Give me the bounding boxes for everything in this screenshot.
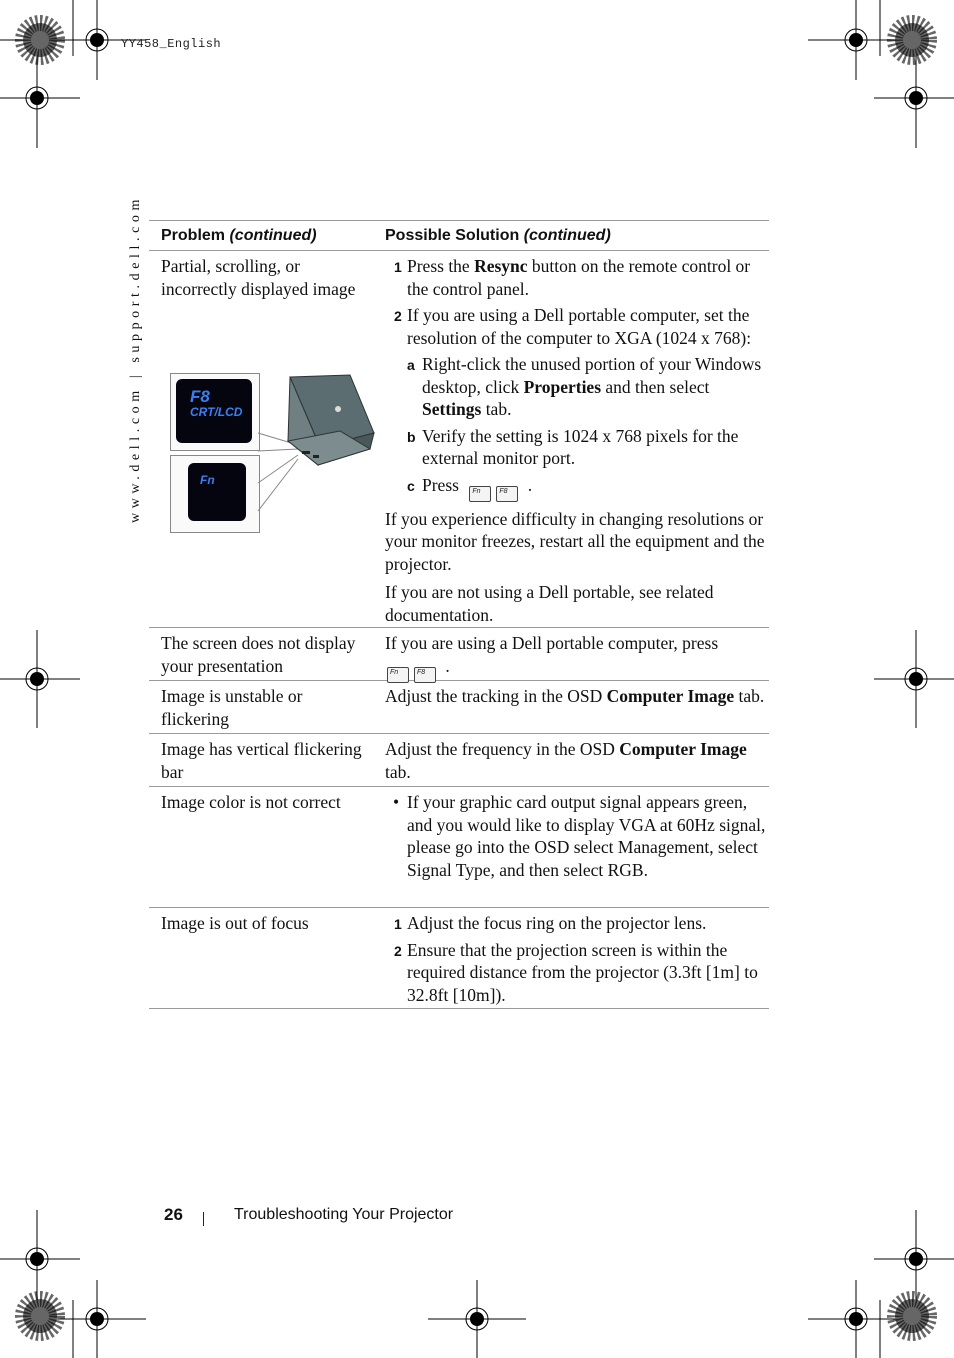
footer-separator (203, 1212, 204, 1226)
row1-para1: If you experience difficulty in changing resolutions or your monitor freezes, restart all the equipment and the projector. (385, 508, 765, 574)
fn-key-icon: Fn (469, 486, 491, 502)
row5-bullet (385, 791, 769, 881)
row1-step1 (385, 255, 769, 300)
solution-text: tab. (734, 686, 765, 706)
row3-solution (385, 685, 769, 708)
table-row (149, 908, 769, 1008)
table-row (149, 251, 769, 627)
settings-term: Settings (422, 399, 482, 419)
f8-key-icon: F8 (414, 667, 436, 683)
table-row (149, 628, 769, 680)
solution-text: Adjust the frequency in the OSD (385, 739, 620, 759)
bullet-dot: • (393, 792, 400, 812)
row1-sub-b (385, 425, 769, 470)
file-slug: YY458_English (121, 37, 222, 51)
sub-letter: b (407, 428, 416, 445)
row1-sub-c: c Press Fn F8 . (385, 474, 769, 502)
sub-text: and then select (601, 376, 710, 397)
step-text: button on the remote control or the control panel. (407, 256, 751, 299)
row1-para2: If you are not using a Dell portable, see related documentation. (385, 582, 714, 625)
row1-step2 (385, 304, 769, 349)
row6-solution (385, 912, 769, 1010)
table-row (149, 787, 769, 907)
row6-step2 (385, 939, 769, 1007)
properties-term: Properties (523, 376, 602, 397)
row6-problem: Image is out of focus (161, 913, 309, 933)
resync-term: Resync (474, 256, 528, 276)
laptop-icon (170, 371, 380, 535)
solution-text: Adjust the tracking in the OSD (385, 686, 607, 706)
solution-text: If you are using a Dell portable computer, press (385, 633, 719, 653)
step-number: 1 (394, 259, 402, 275)
table-header-row (149, 221, 769, 250)
row5-problem: Image color is not correct (161, 792, 341, 812)
computer-image-term: Computer Image (619, 739, 747, 759)
fn-key-icon: Fn (387, 667, 409, 683)
sub-text: Verify the setting is 1024 x 768 pixels for the external monitor port. (422, 425, 739, 468)
f8-key-icon: F8 (496, 486, 518, 502)
row2-solution: If you are using a Dell portable computer, press Fn F8 . (385, 632, 769, 683)
sub-text: Press (422, 474, 459, 495)
table-row (149, 681, 769, 733)
header-solution (385, 226, 769, 246)
step-text: Press the (407, 256, 475, 276)
fn-f8-illustration (170, 371, 380, 535)
row4-solution (385, 738, 769, 783)
sub-text: tab. (481, 399, 512, 419)
header-solution-suffix: (continued) (523, 227, 611, 244)
troubleshooting-table (149, 220, 769, 1009)
row1-problem: Partial, scrolling, or incorrectly displayed image (161, 256, 356, 299)
header-problem-suffix: (continued) (229, 227, 317, 244)
f8-key-label: F8 (190, 387, 210, 406)
page-number: 26 (164, 1205, 183, 1224)
step-number: 2 (394, 942, 402, 959)
computer-image-term: Computer Image (606, 686, 735, 706)
sub-letter: a (407, 357, 415, 373)
step-text: Adjust the focus ring on the projector lens. (407, 913, 707, 933)
fn-key-label: Fn (200, 473, 215, 487)
header-problem-label: Problem (161, 227, 226, 244)
solution-text: tab. (385, 761, 411, 782)
step-number: 1 (394, 916, 402, 932)
step-text: Ensure that the projection screen is within the required distance from the projector (3.3ft [1m] to 32.8ft [10m]). (407, 939, 758, 1005)
row4-problem: Image has vertical flickering bar (161, 739, 362, 782)
step-text: If you are using a Dell portable computer, set the resolution of the computer to XGA (1024 x 768): (407, 305, 752, 348)
bullet-text: If your graphic card output signal appears green, and you would like to display VGA at 60Hz signal, please go into the OSD select Management, select Signal Type, and then select RGB. (407, 792, 766, 880)
row6-step1 (385, 912, 769, 935)
sub-letter: c (407, 477, 415, 494)
header-problem (161, 226, 371, 246)
section-title: Troubleshooting Your Projector (234, 1206, 454, 1223)
crt-lcd-key-label: CRT/LCD (190, 405, 243, 419)
step-number: 2 (394, 308, 402, 324)
header-solution-label: Possible Solution (385, 227, 520, 244)
row1-sub-a (385, 353, 769, 421)
row1-solution (385, 255, 769, 626)
table-row (149, 734, 769, 786)
row3-problem: Image is unstable or flickering (161, 686, 303, 729)
side-url-text: www.dell.com | support.dell.com (128, 194, 143, 523)
sub-text: Right-click the unused portion of your Windows desktop, click (422, 354, 762, 397)
row5-solution (385, 791, 769, 881)
row2-problem: The screen does not display your presentation (161, 633, 356, 676)
